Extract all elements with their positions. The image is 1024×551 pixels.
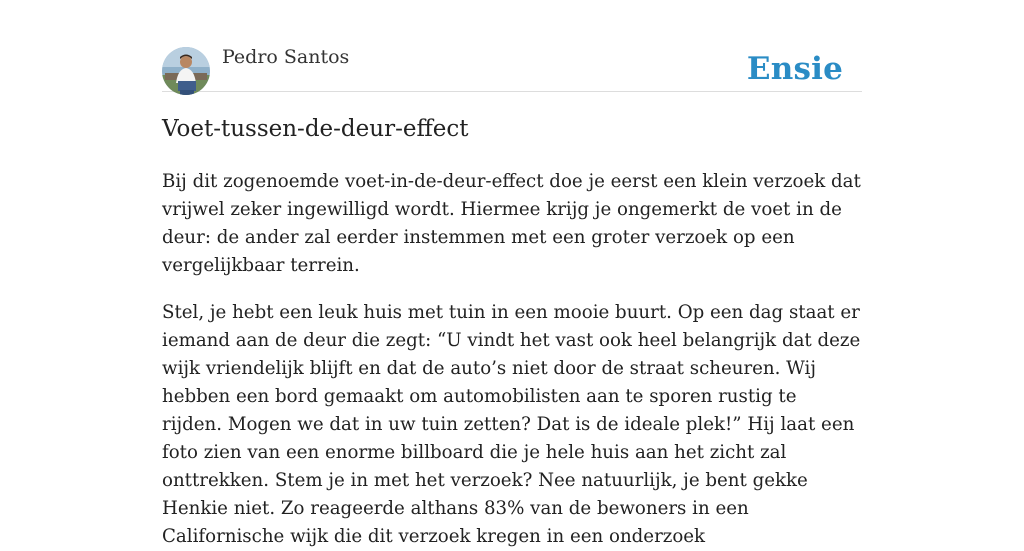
article-card (162, 0, 862, 547)
article-paragraph: Bij dit zogenoemde voet-in-de-deur-effect doe je eerst een klein verzoek dat vrijwel zeker ingewilligd wordt. Hiermee krijg je ongemerkt de voet in de deur: de ander zal eerder instemmen met een groter verzoek op een vergelijkbaar terrein. (162, 171, 861, 276)
article-paragraph: Stel, je hebt een leuk huis met tuin in een mooie buurt. Op een dag staat er iemand aan de deur die zegt: “U vindt het vast ook heel belangrijk dat deze wijk vriendelijk blijft en dat de auto’s niet door de straat scheuren. Wij hebben een bord gemaakt om automobilisten aan te sporen rustig te rijden. Mogen we dat in uw tuin zetten? Dat is de ideale plek!” Hij laat een foto zien van een enorme billboard die je hele huis aan het zicht zal onttrekken. Stem je in met het verzoek? Nee natuurlijk, je bent gekke Henkie niet. Zo reageerde althans 83% van de bewoners in een Californische wijk die dit verzoek kregen in een onderzoek (162, 302, 861, 547)
article-title: Voet-tussen-de-deur-effect (162, 116, 469, 142)
article-header (162, 0, 862, 92)
author-avatar[interactable] (162, 47, 210, 95)
author-name[interactable]: Pedro Santos (222, 46, 350, 68)
brand-logo[interactable]: Ensie (746, 51, 843, 87)
avatar-photo (162, 47, 210, 95)
